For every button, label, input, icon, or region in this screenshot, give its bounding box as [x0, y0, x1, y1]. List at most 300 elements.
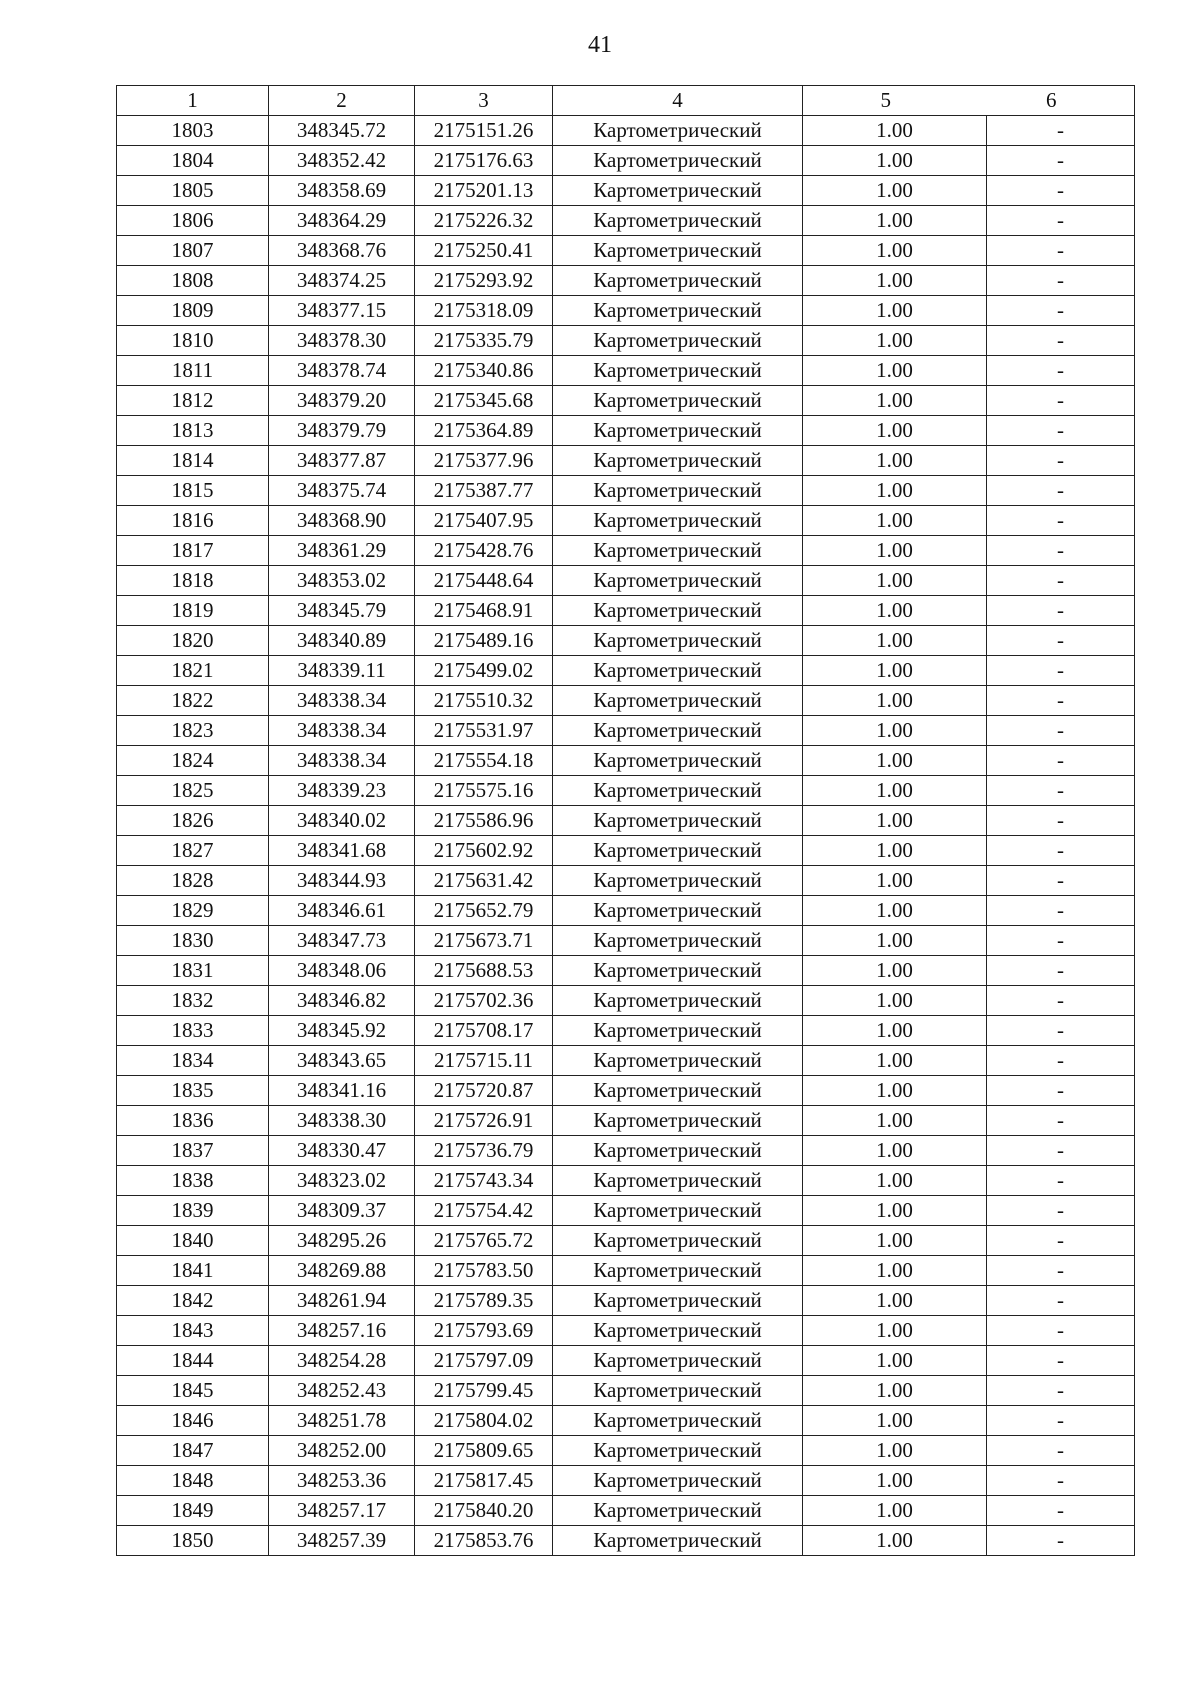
table-row — [117, 716, 1135, 746]
table-row — [117, 416, 1135, 446]
table-row — [117, 1076, 1135, 1106]
table-row — [117, 1136, 1135, 1166]
point-number-cell: 1849 — [117, 1496, 269, 1526]
note-cell: - — [987, 896, 1135, 926]
y-coordinate-cell: 2175799.45 — [415, 1376, 553, 1406]
table-row — [117, 836, 1135, 866]
note-cell: - — [987, 716, 1135, 746]
note-cell: - — [987, 956, 1135, 986]
column-header-6: 6 — [1046, 88, 1057, 112]
y-coordinate-cell: 2175554.18 — [415, 746, 553, 776]
note-cell: - — [987, 1256, 1135, 1286]
y-coordinate-cell: 2175743.34 — [415, 1166, 553, 1196]
column-header-4: 4 — [553, 86, 803, 116]
accuracy-cell: 1.00 — [803, 176, 987, 206]
y-coordinate-cell: 2175797.09 — [415, 1346, 553, 1376]
point-number-cell: 1839 — [117, 1196, 269, 1226]
note-cell: - — [987, 1376, 1135, 1406]
y-coordinate-cell: 2175531.97 — [415, 716, 553, 746]
point-number-cell: 1805 — [117, 176, 269, 206]
x-coordinate-cell: 348353.02 — [269, 566, 415, 596]
y-coordinate-cell: 2175176.63 — [415, 146, 553, 176]
y-coordinate-cell: 2175673.71 — [415, 926, 553, 956]
note-cell: - — [987, 1136, 1135, 1166]
point-number-cell: 1812 — [117, 386, 269, 416]
method-cell: Картометрический — [553, 116, 803, 146]
note-cell: - — [987, 1016, 1135, 1046]
method-cell: Картометрический — [553, 686, 803, 716]
x-coordinate-cell: 348330.47 — [269, 1136, 415, 1166]
accuracy-cell: 1.00 — [803, 206, 987, 236]
table-row — [117, 1406, 1135, 1436]
x-coordinate-cell: 348343.65 — [269, 1046, 415, 1076]
point-number-cell: 1823 — [117, 716, 269, 746]
accuracy-cell: 1.00 — [803, 446, 987, 476]
point-number-cell: 1808 — [117, 266, 269, 296]
method-cell: Картометрический — [553, 896, 803, 926]
table-row — [117, 1376, 1135, 1406]
x-coordinate-cell: 348378.30 — [269, 326, 415, 356]
accuracy-cell: 1.00 — [803, 1256, 987, 1286]
note-cell: - — [987, 656, 1135, 686]
point-number-cell: 1815 — [117, 476, 269, 506]
accuracy-cell: 1.00 — [803, 1436, 987, 1466]
y-coordinate-cell: 2175688.53 — [415, 956, 553, 986]
y-coordinate-cell: 2175318.09 — [415, 296, 553, 326]
accuracy-cell: 1.00 — [803, 626, 987, 656]
method-cell: Картометрический — [553, 506, 803, 536]
method-cell: Картометрический — [553, 1136, 803, 1166]
table-row — [117, 1526, 1135, 1556]
point-number-cell: 1818 — [117, 566, 269, 596]
point-number-cell: 1819 — [117, 596, 269, 626]
accuracy-cell: 1.00 — [803, 1466, 987, 1496]
table-row — [117, 1166, 1135, 1196]
y-coordinate-cell: 2175793.69 — [415, 1316, 553, 1346]
point-number-cell: 1838 — [117, 1166, 269, 1196]
method-cell: Картометрический — [553, 446, 803, 476]
point-number-cell: 1840 — [117, 1226, 269, 1256]
y-coordinate-cell: 2175720.87 — [415, 1076, 553, 1106]
accuracy-cell: 1.00 — [803, 956, 987, 986]
y-coordinate-cell: 2175293.92 — [415, 266, 553, 296]
accuracy-cell: 1.00 — [803, 806, 987, 836]
x-coordinate-cell: 348377.87 — [269, 446, 415, 476]
table-row — [117, 356, 1135, 386]
y-coordinate-cell: 2175726.91 — [415, 1106, 553, 1136]
x-coordinate-cell: 348352.42 — [269, 146, 415, 176]
table-row — [117, 896, 1135, 926]
note-cell: - — [987, 806, 1135, 836]
header-row — [117, 86, 1135, 116]
accuracy-cell: 1.00 — [803, 836, 987, 866]
y-coordinate-cell: 2175702.36 — [415, 986, 553, 1016]
table-row — [117, 296, 1135, 326]
x-coordinate-cell: 348338.30 — [269, 1106, 415, 1136]
method-cell: Картометрический — [553, 386, 803, 416]
accuracy-cell: 1.00 — [803, 686, 987, 716]
column-header-5: 5 — [880, 88, 891, 112]
accuracy-cell: 1.00 — [803, 326, 987, 356]
accuracy-cell: 1.00 — [803, 776, 987, 806]
point-number-cell: 1843 — [117, 1316, 269, 1346]
note-cell: - — [987, 746, 1135, 776]
point-number-cell: 1835 — [117, 1076, 269, 1106]
x-coordinate-cell: 348379.20 — [269, 386, 415, 416]
point-number-cell: 1837 — [117, 1136, 269, 1166]
accuracy-cell: 1.00 — [803, 236, 987, 266]
table-row — [117, 506, 1135, 536]
y-coordinate-cell: 2175631.42 — [415, 866, 553, 896]
accuracy-cell: 1.00 — [803, 1016, 987, 1046]
method-cell: Картометрический — [553, 1466, 803, 1496]
x-coordinate-cell: 348261.94 — [269, 1286, 415, 1316]
method-cell: Картометрический — [553, 326, 803, 356]
x-coordinate-cell: 348341.68 — [269, 836, 415, 866]
point-number-cell: 1831 — [117, 956, 269, 986]
point-number-cell: 1824 — [117, 746, 269, 776]
x-coordinate-cell: 348339.23 — [269, 776, 415, 806]
x-coordinate-cell: 348295.26 — [269, 1226, 415, 1256]
y-coordinate-cell: 2175335.79 — [415, 326, 553, 356]
table-row — [117, 926, 1135, 956]
accuracy-cell: 1.00 — [803, 116, 987, 146]
method-cell: Картометрический — [553, 716, 803, 746]
x-coordinate-cell: 348347.73 — [269, 926, 415, 956]
note-cell: - — [987, 1526, 1135, 1556]
x-coordinate-cell: 348361.29 — [269, 536, 415, 566]
note-cell: - — [987, 1496, 1135, 1526]
accuracy-cell: 1.00 — [803, 1286, 987, 1316]
x-coordinate-cell: 348254.28 — [269, 1346, 415, 1376]
note-cell: - — [987, 1106, 1135, 1136]
method-cell: Картометрический — [553, 956, 803, 986]
method-cell: Картометрический — [553, 206, 803, 236]
note-cell: - — [987, 836, 1135, 866]
x-coordinate-cell: 348345.79 — [269, 596, 415, 626]
y-coordinate-cell: 2175853.76 — [415, 1526, 553, 1556]
y-coordinate-cell: 2175364.89 — [415, 416, 553, 446]
x-coordinate-cell: 348252.00 — [269, 1436, 415, 1466]
y-coordinate-cell: 2175201.13 — [415, 176, 553, 206]
accuracy-cell: 1.00 — [803, 1106, 987, 1136]
method-cell: Картометрический — [553, 356, 803, 386]
y-coordinate-cell: 2175765.72 — [415, 1226, 553, 1256]
accuracy-cell: 1.00 — [803, 866, 987, 896]
table-row — [117, 686, 1135, 716]
x-coordinate-cell: 348345.92 — [269, 1016, 415, 1046]
x-coordinate-cell: 348252.43 — [269, 1376, 415, 1406]
table-row — [117, 446, 1135, 476]
accuracy-cell: 1.00 — [803, 1046, 987, 1076]
method-cell: Картометрический — [553, 1076, 803, 1106]
x-coordinate-cell: 348251.78 — [269, 1406, 415, 1436]
method-cell: Картометрический — [553, 1166, 803, 1196]
accuracy-cell: 1.00 — [803, 386, 987, 416]
method-cell: Картометрический — [553, 1286, 803, 1316]
accuracy-cell: 1.00 — [803, 746, 987, 776]
table-row — [117, 566, 1135, 596]
method-cell: Картометрический — [553, 236, 803, 266]
method-cell: Картометрический — [553, 1106, 803, 1136]
point-number-cell: 1825 — [117, 776, 269, 806]
note-cell: - — [987, 866, 1135, 896]
method-cell: Картометрический — [553, 1196, 803, 1226]
y-coordinate-cell: 2175448.64 — [415, 566, 553, 596]
table-row — [117, 866, 1135, 896]
y-coordinate-cell: 2175602.92 — [415, 836, 553, 866]
accuracy-cell: 1.00 — [803, 716, 987, 746]
method-cell: Картометрический — [553, 296, 803, 326]
y-coordinate-cell: 2175468.91 — [415, 596, 553, 626]
method-cell: Картометрический — [553, 536, 803, 566]
table-row — [117, 326, 1135, 356]
method-cell: Картометрический — [553, 176, 803, 206]
table-row — [117, 956, 1135, 986]
accuracy-cell: 1.00 — [803, 146, 987, 176]
y-coordinate-cell: 2175377.96 — [415, 446, 553, 476]
table-row — [117, 1496, 1135, 1526]
point-number-cell: 1829 — [117, 896, 269, 926]
y-coordinate-cell: 2175387.77 — [415, 476, 553, 506]
point-number-cell: 1813 — [117, 416, 269, 446]
point-number-cell: 1828 — [117, 866, 269, 896]
point-number-cell: 1806 — [117, 206, 269, 236]
table-row — [117, 386, 1135, 416]
note-cell: - — [987, 1226, 1135, 1256]
x-coordinate-cell: 348345.72 — [269, 116, 415, 146]
method-cell: Картометрический — [553, 566, 803, 596]
note-cell: - — [987, 1286, 1135, 1316]
page-number: 41 — [588, 32, 612, 58]
point-number-cell: 1816 — [117, 506, 269, 536]
accuracy-cell: 1.00 — [803, 986, 987, 1016]
point-number-cell: 1817 — [117, 536, 269, 566]
method-cell: Картометрический — [553, 416, 803, 446]
point-number-cell: 1844 — [117, 1346, 269, 1376]
method-cell: Картометрический — [553, 476, 803, 506]
table-row — [117, 1016, 1135, 1046]
x-coordinate-cell: 348323.02 — [269, 1166, 415, 1196]
accuracy-cell: 1.00 — [803, 1136, 987, 1166]
point-number-cell: 1842 — [117, 1286, 269, 1316]
accuracy-cell: 1.00 — [803, 1166, 987, 1196]
note-cell: - — [987, 986, 1135, 1016]
table-row — [117, 146, 1135, 176]
point-number-cell: 1810 — [117, 326, 269, 356]
point-number-cell: 1809 — [117, 296, 269, 326]
y-coordinate-cell: 2175652.79 — [415, 896, 553, 926]
x-coordinate-cell: 348344.93 — [269, 866, 415, 896]
note-cell: - — [987, 536, 1135, 566]
note-cell: - — [987, 1166, 1135, 1196]
column-header-3: 3 — [415, 86, 553, 116]
x-coordinate-cell: 348339.11 — [269, 656, 415, 686]
point-number-cell: 1811 — [117, 356, 269, 386]
note-cell: - — [987, 386, 1135, 416]
x-coordinate-cell: 348378.74 — [269, 356, 415, 386]
method-cell: Картометрический — [553, 266, 803, 296]
table-row — [117, 776, 1135, 806]
accuracy-cell: 1.00 — [803, 596, 987, 626]
method-cell: Картометрический — [553, 806, 803, 836]
point-number-cell: 1826 — [117, 806, 269, 836]
accuracy-cell: 1.00 — [803, 1226, 987, 1256]
note-cell: - — [987, 1076, 1135, 1106]
x-coordinate-cell: 348368.76 — [269, 236, 415, 266]
accuracy-cell: 1.00 — [803, 506, 987, 536]
table-row — [117, 1106, 1135, 1136]
y-coordinate-cell: 2175809.65 — [415, 1436, 553, 1466]
method-cell: Картометрический — [553, 626, 803, 656]
x-coordinate-cell: 348340.02 — [269, 806, 415, 836]
table-row — [117, 1286, 1135, 1316]
column-header-1: 1 — [117, 86, 269, 116]
table-row — [117, 626, 1135, 656]
table-row — [117, 1346, 1135, 1376]
note-cell: - — [987, 626, 1135, 656]
method-cell: Картометрический — [553, 1496, 803, 1526]
note-cell: - — [987, 176, 1135, 206]
table-row — [117, 1436, 1135, 1466]
accuracy-cell: 1.00 — [803, 536, 987, 566]
table-row — [117, 1316, 1135, 1346]
accuracy-cell: 1.00 — [803, 476, 987, 506]
note-cell: - — [987, 116, 1135, 146]
note-cell: - — [987, 1046, 1135, 1076]
table-row — [117, 1226, 1135, 1256]
x-coordinate-cell: 348338.34 — [269, 686, 415, 716]
y-coordinate-cell: 2175407.95 — [415, 506, 553, 536]
y-coordinate-cell: 2175708.17 — [415, 1016, 553, 1046]
x-coordinate-cell: 348375.74 — [269, 476, 415, 506]
method-cell: Картометрический — [553, 1226, 803, 1256]
y-coordinate-cell: 2175151.26 — [415, 116, 553, 146]
table-row — [117, 116, 1135, 146]
note-cell: - — [987, 1466, 1135, 1496]
note-cell: - — [987, 1346, 1135, 1376]
table-row — [117, 656, 1135, 686]
method-cell: Картометрический — [553, 596, 803, 626]
y-coordinate-cell: 2175586.96 — [415, 806, 553, 836]
note-cell: - — [987, 296, 1135, 326]
table-row — [117, 986, 1135, 1016]
point-number-cell: 1836 — [117, 1106, 269, 1136]
table-row — [117, 536, 1135, 566]
y-coordinate-cell: 2175226.32 — [415, 206, 553, 236]
method-cell: Картометрический — [553, 1316, 803, 1346]
note-cell: - — [987, 206, 1135, 236]
method-cell: Картометрический — [553, 1046, 803, 1076]
note-cell: - — [987, 776, 1135, 806]
x-coordinate-cell: 348377.15 — [269, 296, 415, 326]
note-cell: - — [987, 1436, 1135, 1466]
method-cell: Картометрический — [553, 1346, 803, 1376]
x-coordinate-cell: 348269.88 — [269, 1256, 415, 1286]
point-number-cell: 1833 — [117, 1016, 269, 1046]
point-number-cell: 1832 — [117, 986, 269, 1016]
point-number-cell: 1847 — [117, 1436, 269, 1466]
accuracy-cell: 1.00 — [803, 296, 987, 326]
method-cell: Картометрический — [553, 866, 803, 896]
y-coordinate-cell: 2175340.86 — [415, 356, 553, 386]
accuracy-cell: 1.00 — [803, 356, 987, 386]
x-coordinate-cell: 348358.69 — [269, 176, 415, 206]
note-cell: - — [987, 1316, 1135, 1346]
y-coordinate-cell: 2175789.35 — [415, 1286, 553, 1316]
y-coordinate-cell: 2175754.42 — [415, 1196, 553, 1226]
table-row — [117, 596, 1135, 626]
table-body — [117, 116, 1135, 1556]
point-number-cell: 1822 — [117, 686, 269, 716]
x-coordinate-cell: 348341.16 — [269, 1076, 415, 1106]
method-cell: Картометрический — [553, 1256, 803, 1286]
table-row — [117, 266, 1135, 296]
y-coordinate-cell: 2175510.32 — [415, 686, 553, 716]
note-cell: - — [987, 326, 1135, 356]
y-coordinate-cell: 2175736.79 — [415, 1136, 553, 1166]
x-coordinate-cell: 348346.61 — [269, 896, 415, 926]
x-coordinate-cell: 348338.34 — [269, 716, 415, 746]
x-coordinate-cell: 348257.39 — [269, 1526, 415, 1556]
note-cell: - — [987, 1196, 1135, 1226]
accuracy-cell: 1.00 — [803, 926, 987, 956]
note-cell: - — [987, 506, 1135, 536]
accuracy-cell: 1.00 — [803, 1406, 987, 1436]
point-number-cell: 1834 — [117, 1046, 269, 1076]
point-number-cell: 1820 — [117, 626, 269, 656]
x-coordinate-cell: 348374.25 — [269, 266, 415, 296]
y-coordinate-cell: 2175715.11 — [415, 1046, 553, 1076]
y-coordinate-cell: 2175250.41 — [415, 236, 553, 266]
column-header-5-6 — [803, 86, 1135, 116]
accuracy-cell: 1.00 — [803, 566, 987, 596]
point-number-cell: 1845 — [117, 1376, 269, 1406]
y-coordinate-cell: 2175428.76 — [415, 536, 553, 566]
y-coordinate-cell: 2175499.02 — [415, 656, 553, 686]
point-number-cell: 1821 — [117, 656, 269, 686]
y-coordinate-cell: 2175575.16 — [415, 776, 553, 806]
x-coordinate-cell: 348257.17 — [269, 1496, 415, 1526]
accuracy-cell: 1.00 — [803, 266, 987, 296]
x-coordinate-cell: 348368.90 — [269, 506, 415, 536]
note-cell: - — [987, 446, 1135, 476]
accuracy-cell: 1.00 — [803, 416, 987, 446]
x-coordinate-cell: 348309.37 — [269, 1196, 415, 1226]
y-coordinate-cell: 2175783.50 — [415, 1256, 553, 1286]
point-number-cell: 1827 — [117, 836, 269, 866]
note-cell: - — [987, 686, 1135, 716]
point-number-cell: 1846 — [117, 1406, 269, 1436]
x-coordinate-cell: 348253.36 — [269, 1466, 415, 1496]
x-coordinate-cell: 348340.89 — [269, 626, 415, 656]
note-cell: - — [987, 146, 1135, 176]
table-row — [117, 1196, 1135, 1226]
accuracy-cell: 1.00 — [803, 1496, 987, 1526]
note-cell: - — [987, 236, 1135, 266]
point-number-cell: 1848 — [117, 1466, 269, 1496]
accuracy-cell: 1.00 — [803, 1346, 987, 1376]
accuracy-cell: 1.00 — [803, 1316, 987, 1346]
method-cell: Картометрический — [553, 146, 803, 176]
x-coordinate-cell: 348338.34 — [269, 746, 415, 776]
method-cell: Картометрический — [553, 1406, 803, 1436]
method-cell: Картометрический — [553, 746, 803, 776]
y-coordinate-cell: 2175840.20 — [415, 1496, 553, 1526]
accuracy-cell: 1.00 — [803, 1196, 987, 1226]
table-row — [117, 1256, 1135, 1286]
table-row — [117, 206, 1135, 236]
